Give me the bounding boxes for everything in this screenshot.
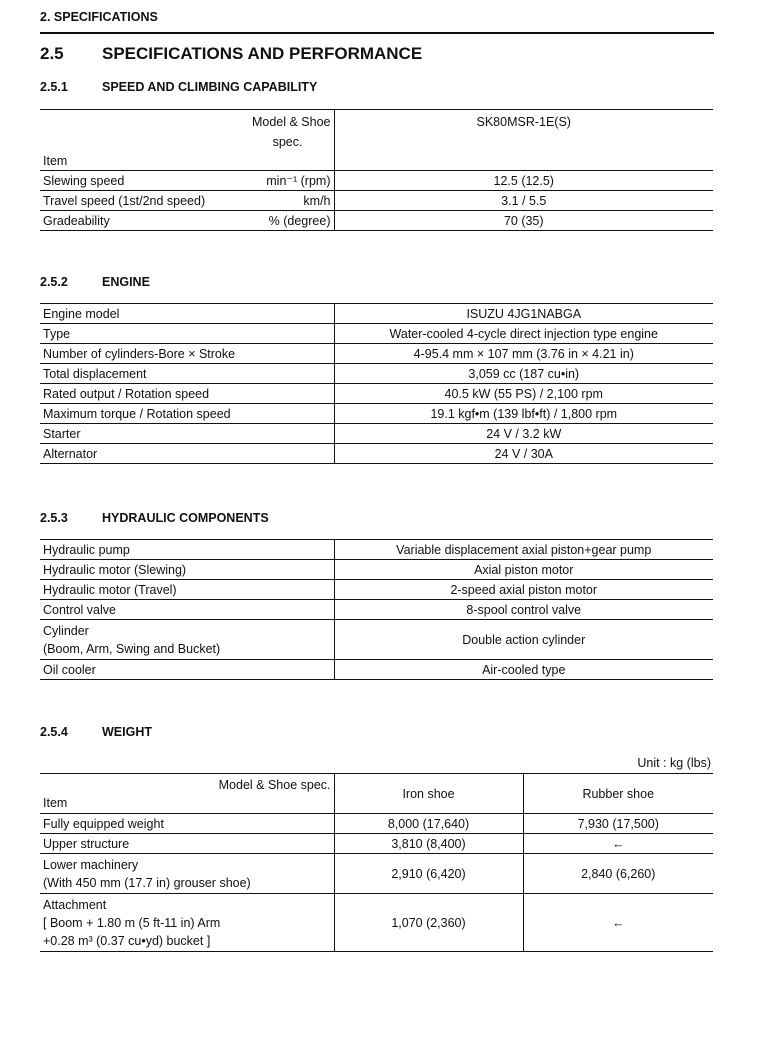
hydraulic-row-item: Cylinder bbox=[43, 623, 89, 638]
hydraulic-table bbox=[40, 539, 713, 680]
speed-model-cell: SK80MSR-1E(S) bbox=[334, 110, 713, 171]
table-row bbox=[40, 620, 713, 660]
weight-header-cell bbox=[40, 774, 334, 814]
weight-row-rubber: ← bbox=[523, 834, 713, 854]
weight-row-iron: 3,810 (8,400) bbox=[334, 834, 523, 854]
weight-row-iron: 1,070 (2,360) bbox=[334, 894, 523, 952]
weight-table bbox=[40, 773, 713, 952]
weight-header-iron: Iron shoe bbox=[334, 774, 523, 814]
engine-row-value: 3,059 cc (187 cu•in) bbox=[334, 364, 713, 384]
speed-row-value: 3.1 / 5.5 bbox=[334, 191, 713, 211]
weight-header-rubber: Rubber shoe bbox=[523, 774, 713, 814]
hydraulic-row-item-cell bbox=[40, 620, 334, 660]
hydraulic-row-value: Air-cooled type bbox=[334, 660, 713, 680]
unit-note: Unit : kg (lbs) bbox=[637, 756, 711, 770]
table-row bbox=[40, 324, 713, 344]
speed-row-unit: min⁻¹ (rpm) bbox=[266, 173, 331, 188]
engine-row-value: 24 V / 30A bbox=[334, 444, 713, 464]
subsection-title-engine: ENGINE bbox=[102, 275, 150, 289]
engine-row-item: Alternator bbox=[40, 444, 334, 464]
section-number: 2.5 bbox=[40, 44, 64, 63]
header-rule bbox=[40, 32, 714, 34]
weight-row-item-detail: [ Boom + 1.80 m (5 ft-11 in) Arm bbox=[43, 915, 221, 930]
engine-row-item: Engine model bbox=[40, 304, 334, 324]
speed-row-unit: km/h bbox=[303, 193, 331, 208]
engine-row-item: Maximum torque / Rotation speed bbox=[40, 404, 334, 424]
weight-row-rubber: 7,930 (17,500) bbox=[523, 814, 713, 834]
hydraulic-row-value: 8-spool control valve bbox=[334, 600, 713, 620]
table-row bbox=[40, 404, 713, 424]
table-header-row bbox=[40, 774, 713, 814]
table-row bbox=[40, 211, 713, 231]
engine-row-value: 24 V / 3.2 kW bbox=[334, 424, 713, 444]
table-row bbox=[40, 600, 713, 620]
section-title: SPECIFICATIONS AND PERFORMANCE bbox=[102, 44, 423, 63]
subsection-number-engine: 2.5.2 bbox=[40, 275, 68, 289]
speed-row-item: Gradeability bbox=[43, 213, 110, 228]
speed-row-unit: % (degree) bbox=[268, 213, 331, 228]
weight-row-item: Attachment bbox=[43, 897, 107, 912]
speed-header-model-line1: Model & Shoe bbox=[251, 115, 331, 129]
speed-header-item: Item bbox=[43, 154, 68, 168]
speed-row-item-cell bbox=[40, 211, 334, 231]
weight-row-item-cell bbox=[40, 854, 334, 894]
table-row bbox=[40, 854, 713, 894]
table-row bbox=[40, 444, 713, 464]
subsection-number-hydraulic: 2.5.3 bbox=[40, 511, 68, 525]
hydraulic-row-item: Hydraulic motor (Travel) bbox=[40, 580, 334, 600]
hydraulic-row-item-detail: (Boom, Arm, Swing and Bucket) bbox=[43, 641, 221, 656]
weight-row-item-detail: (With 450 mm (17.7 in) grouser shoe) bbox=[43, 875, 251, 890]
weight-row-item: Upper structure bbox=[40, 834, 334, 854]
engine-row-value: 19.1 kgf•m (139 lbf•ft) / 1,800 rpm bbox=[334, 404, 713, 424]
hydraulic-row-value: Axial piston motor bbox=[334, 560, 713, 580]
table-row bbox=[40, 834, 713, 854]
table-row bbox=[40, 304, 713, 324]
subsection-title-speed: SPEED AND CLIMBING CAPABILITY bbox=[102, 80, 318, 94]
speed-row-item: Travel speed (1st/2nd speed) bbox=[43, 193, 206, 208]
weight-row-item: Lower machinery bbox=[43, 857, 139, 872]
table-row bbox=[40, 540, 713, 560]
table-row bbox=[40, 660, 713, 680]
weight-row-item: Fully equipped weight bbox=[40, 814, 334, 834]
subsection-title-hydraulic: HYDRAULIC COMPONENTS bbox=[102, 511, 269, 525]
hydraulic-row-item: Hydraulic pump bbox=[40, 540, 334, 560]
hydraulic-row-item: Hydraulic motor (Slewing) bbox=[40, 560, 334, 580]
weight-row-item-detail: +0.28 m³ (0.37 cu•yd) bucket ] bbox=[43, 933, 211, 948]
subsection-number-speed: 2.5.1 bbox=[40, 80, 68, 94]
hydraulic-row-value: Double action cylinder bbox=[334, 620, 713, 660]
engine-row-value: 4-95.4 mm × 107 mm (3.76 in × 4.21 in) bbox=[334, 344, 713, 364]
engine-row-item: Rated output / Rotation speed bbox=[40, 384, 334, 404]
weight-row-item-cell bbox=[40, 894, 334, 952]
weight-row-iron: 8,000 (17,640) bbox=[334, 814, 523, 834]
engine-row-item: Total displacement bbox=[40, 364, 334, 384]
engine-table bbox=[40, 303, 713, 464]
weight-header-model: Model & Shoe spec. bbox=[218, 778, 331, 792]
engine-row-item: Starter bbox=[40, 424, 334, 444]
engine-row-value: Water-cooled 4-cycle direct injection type engine bbox=[334, 324, 713, 344]
weight-header-item: Item bbox=[43, 796, 68, 810]
hydraulic-row-value: Variable displacement axial piston+gear pump bbox=[334, 540, 713, 560]
table-row bbox=[40, 424, 713, 444]
engine-row-value: 40.5 kW (55 PS) / 2,100 rpm bbox=[334, 384, 713, 404]
speed-row-item: Slewing speed bbox=[43, 173, 125, 188]
speed-row-value: 70 (35) bbox=[334, 211, 713, 231]
engine-row-value: ISUZU 4JG1NABGA bbox=[334, 304, 713, 324]
weight-row-rubber: 2,840 (6,260) bbox=[523, 854, 713, 894]
speed-header-cell bbox=[40, 110, 334, 171]
speed-row-item-cell bbox=[40, 191, 334, 211]
table-row bbox=[40, 580, 713, 600]
engine-row-item: Number of cylinders-Bore × Stroke bbox=[40, 344, 334, 364]
table-row bbox=[40, 364, 713, 384]
table-row bbox=[40, 171, 713, 191]
subsection-number-weight: 2.5.4 bbox=[40, 725, 68, 739]
table-row bbox=[40, 191, 713, 211]
hydraulic-row-item: Control valve bbox=[40, 600, 334, 620]
table-row bbox=[40, 384, 713, 404]
speed-row-value: 12.5 (12.5) bbox=[334, 171, 713, 191]
subsection-title-weight: WEIGHT bbox=[102, 725, 152, 739]
hydraulic-row-item: Oil cooler bbox=[40, 660, 334, 680]
running-head: 2. SPECIFICATIONS bbox=[40, 10, 158, 24]
weight-row-iron: 2,910 (6,420) bbox=[334, 854, 523, 894]
speed-row-item-cell bbox=[40, 171, 334, 191]
table-row bbox=[40, 560, 713, 580]
table-row bbox=[40, 894, 713, 952]
speed-header-model-line2: spec. bbox=[272, 135, 303, 149]
engine-row-item: Type bbox=[40, 324, 334, 344]
hydraulic-row-value: 2-speed axial piston motor bbox=[334, 580, 713, 600]
table-row bbox=[40, 814, 713, 834]
speed-table bbox=[40, 109, 713, 231]
weight-row-rubber: ← bbox=[523, 894, 713, 952]
table-row bbox=[40, 344, 713, 364]
